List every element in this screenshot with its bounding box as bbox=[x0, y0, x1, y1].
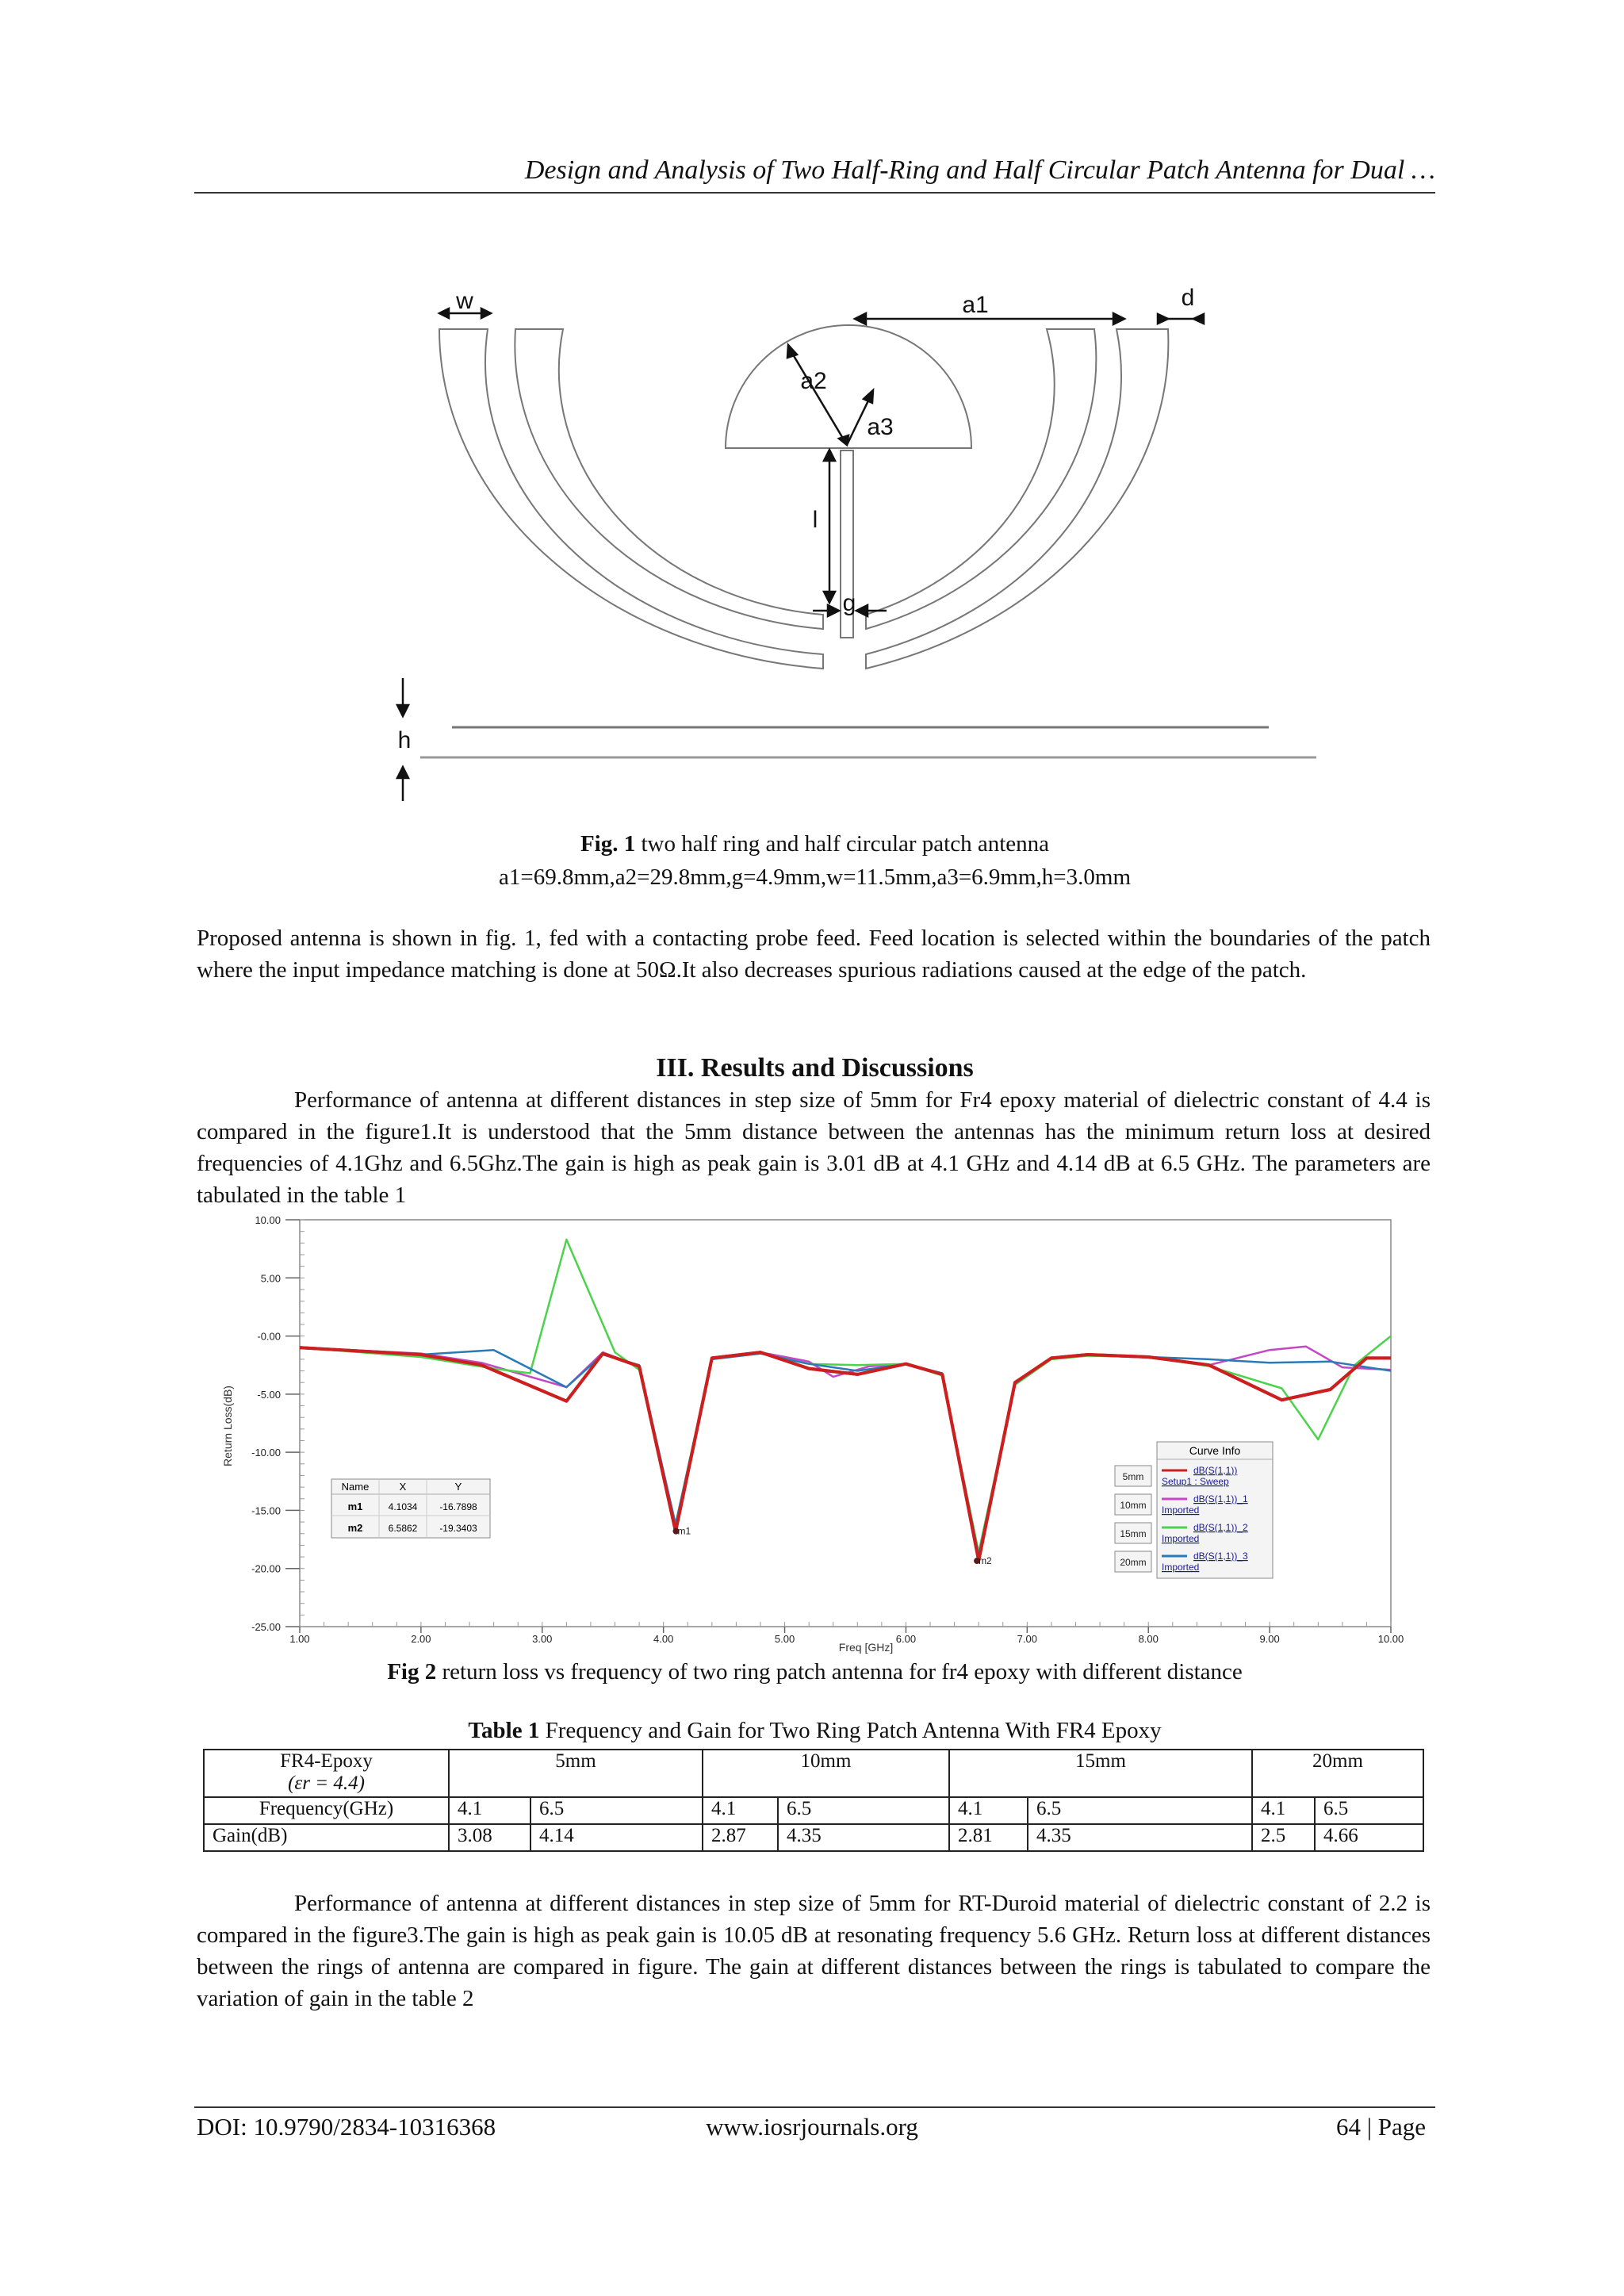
marker-table[interactable] bbox=[331, 1479, 490, 1538]
table-row-label: Gain(dB) bbox=[204, 1824, 449, 1851]
marker-label-m2: m2 bbox=[979, 1555, 992, 1567]
figure1-caption bbox=[194, 831, 1435, 857]
table-cell: 2.87 bbox=[703, 1824, 778, 1851]
table1-caption bbox=[194, 1718, 1435, 1744]
marker-table-cell: m1 bbox=[347, 1501, 363, 1512]
y-tick-label: -10.00 bbox=[251, 1447, 281, 1459]
running-header: Design and Analysis of Two Half-Ring and Half Circular Patch Antenna for Dual … bbox=[524, 155, 1435, 185]
legend-series-source: Imported bbox=[1162, 1562, 1200, 1573]
outer-ring-right-outline bbox=[866, 329, 1168, 669]
x-tick-label: 10.00 bbox=[1377, 1633, 1404, 1645]
legend-series-source: Setup1 : Sweep bbox=[1162, 1476, 1229, 1487]
frequency-gain-table bbox=[203, 1749, 1424, 1852]
x-tick-label: 8.00 bbox=[1138, 1633, 1159, 1645]
paragraph-rt-duroid: Performance of antenna at different distances in step size of 5mm for RT-Duroid material of dielectric constant of 2.2 is compared in the figure3.The gain is high as peak gain is 10.05 dB at resonating frequency 5.6 GHz. Return loss at different distances between the rings of antenna are compared in figure. The gain at different distances between the rings is tabulated to compare the variation of gain in the table 2 bbox=[197, 1891, 1431, 2011]
marker-table-cell: 4.1034 bbox=[388, 1501, 418, 1512]
figure2-caption bbox=[194, 1659, 1435, 1685]
footer-doi: DOI: 10.9790/2834-10316368 bbox=[197, 2113, 496, 2141]
table-distance-15mm: 15mm bbox=[949, 1750, 1252, 1797]
table-cell: 4.1 bbox=[1252, 1797, 1315, 1824]
figure1-caption-text: two half ring and half circular patch antenna bbox=[635, 831, 1050, 857]
marker-table-header-name: Name bbox=[341, 1481, 370, 1493]
x-tick-label: 6.00 bbox=[895, 1633, 917, 1645]
legend-series-name: dB(S(1,1))_2 bbox=[1193, 1522, 1248, 1533]
footer-website: www.iosrjournals.org bbox=[706, 2113, 918, 2141]
legend-tag: 5mm bbox=[1122, 1471, 1144, 1482]
table-header-row bbox=[204, 1750, 1423, 1797]
figure2-caption-text: return loss vs frequency of two ring patch antenna for fr4 epoxy with different distance bbox=[436, 1659, 1243, 1685]
table-cell: 2.81 bbox=[949, 1824, 1028, 1851]
table-cell: 6.5 bbox=[778, 1797, 949, 1824]
x-axis-label: Freq [GHz] bbox=[838, 1641, 894, 1654]
y-tick-label: 10.00 bbox=[255, 1214, 281, 1226]
label-h: h bbox=[397, 727, 412, 753]
table-distance-20mm: 20mm bbox=[1252, 1750, 1423, 1797]
label-d: d bbox=[1181, 285, 1195, 311]
legend-series-source: Imported bbox=[1162, 1504, 1200, 1516]
table-cell: 6.5 bbox=[530, 1797, 703, 1824]
table-material-cell bbox=[204, 1750, 449, 1797]
marker-label-m1: m1 bbox=[677, 1525, 691, 1537]
x-tick-label: 9.00 bbox=[1259, 1633, 1280, 1645]
table-cell: 4.66 bbox=[1315, 1824, 1423, 1851]
legend-tag: 15mm bbox=[1120, 1528, 1147, 1539]
paragraph-fr4-results: Performance of antenna at different distances in step size of 5mm for Fr4 epoxy material of dielectric constant of 4.4 is compared in the figure1.It is understood that the 5mm distance between the antennas has the minimum return loss at desired frequencies of 4.1Ghz and 6.5Ghz.The gain is high as peak gain is 3.01 dB at 4.1 GHz and 4.14 dB at 6.5 GHz. The parameters are tabulated in the table 1 bbox=[197, 1087, 1431, 1208]
footer-rule bbox=[194, 2106, 1435, 2108]
table-cell: 3.08 bbox=[449, 1824, 530, 1851]
table-cell: 2.5 bbox=[1252, 1824, 1315, 1851]
table1-caption-text: Frequency and Gain for Two Ring Patch Antenna With FR4 Epoxy bbox=[539, 1718, 1162, 1743]
x-tick-label: 4.00 bbox=[653, 1633, 674, 1645]
figure1-caption-label: Fig. 1 bbox=[580, 831, 636, 857]
x-tick-label: 5.00 bbox=[774, 1633, 795, 1645]
label-a1: a1 bbox=[962, 292, 989, 318]
inner-ring-right-outline bbox=[866, 329, 1096, 629]
marker-table-cell: 6.5862 bbox=[388, 1523, 418, 1534]
return-loss-chart bbox=[208, 1212, 1413, 1656]
table-epsilon: (εr = 4.4) bbox=[288, 1773, 365, 1794]
figure2-caption-label: Fig 2 bbox=[387, 1659, 437, 1685]
outer-ring-outline bbox=[439, 329, 823, 669]
table-row bbox=[204, 1824, 1423, 1851]
table-distance-5mm: 5mm bbox=[449, 1750, 703, 1797]
antenna-geometry-figure bbox=[373, 282, 1340, 805]
y-tick-label: -20.00 bbox=[251, 1562, 281, 1575]
legend-tag: 20mm bbox=[1120, 1557, 1147, 1568]
paragraph-probe-feed: Proposed antenna is shown in fig. 1, fed with a contacting probe feed. Feed location is selected within the boundaries of the patch where the input impedance matching is done at 50Ω.It also decreases spurious radiations caused at the edge of the patch. bbox=[197, 926, 1431, 983]
header-rule bbox=[194, 192, 1435, 194]
label-g: g bbox=[842, 590, 856, 616]
legend-series-name: dB(S(1,1))_1 bbox=[1193, 1493, 1248, 1504]
table-row-label: Frequency(GHz) bbox=[204, 1797, 449, 1824]
y-tick-label: -25.00 bbox=[251, 1621, 281, 1633]
legend-series-name: dB(S(1,1)) bbox=[1193, 1465, 1238, 1476]
marker-table-header-x: X bbox=[399, 1481, 407, 1493]
table-cell: 4.1 bbox=[949, 1797, 1028, 1824]
x-tick-label: 1.00 bbox=[289, 1633, 310, 1645]
section-heading: III. Results and Discussions bbox=[656, 1053, 974, 1083]
legend-series-source: Imported bbox=[1162, 1533, 1200, 1544]
label-a3: a3 bbox=[867, 414, 894, 440]
table-cell: 4.1 bbox=[449, 1797, 530, 1824]
table-cell: 6.5 bbox=[1028, 1797, 1252, 1824]
table-cell: 4.35 bbox=[1028, 1824, 1252, 1851]
table-row bbox=[204, 1797, 1423, 1824]
legend-title: Curve Info bbox=[1189, 1444, 1241, 1457]
marker-table-header-y: Y bbox=[454, 1481, 462, 1493]
y-tick-label: -5.00 bbox=[257, 1388, 281, 1401]
table-material: FR4-Epoxy bbox=[280, 1750, 373, 1772]
legend-series-name: dB(S(1,1))_3 bbox=[1193, 1550, 1248, 1562]
label-l: l bbox=[812, 507, 818, 533]
marker-table-cell: -16.7898 bbox=[439, 1501, 477, 1512]
half-circular-patch bbox=[726, 325, 971, 448]
y-tick-label: 5.00 bbox=[260, 1272, 281, 1285]
x-tick-label: 2.00 bbox=[411, 1633, 431, 1645]
x-tick-label: 3.00 bbox=[532, 1633, 553, 1645]
footer-page-number: 64 | Page bbox=[1336, 2113, 1426, 2141]
legend-tag: 10mm bbox=[1120, 1500, 1147, 1511]
marker-table-cell: -19.3403 bbox=[439, 1523, 477, 1534]
y-tick-label: -15.00 bbox=[251, 1504, 281, 1517]
label-a2: a2 bbox=[800, 368, 827, 394]
y-axis-label: Return Loss(dB) bbox=[221, 1386, 234, 1466]
table-distance-10mm: 10mm bbox=[703, 1750, 949, 1797]
table-cell: 4.35 bbox=[778, 1824, 949, 1851]
table-cell: 6.5 bbox=[1315, 1797, 1423, 1824]
label-w: w bbox=[456, 288, 473, 314]
marker-table-cell: m2 bbox=[347, 1522, 363, 1534]
inner-ring-outline bbox=[515, 329, 823, 629]
y-tick-label: -0.00 bbox=[257, 1330, 281, 1343]
figure1-parameters: a1=69.8mm,a2=29.8mm,g=4.9mm,w=11.5mm,a3=6.9mm,h=3.0mm bbox=[498, 864, 1132, 890]
x-tick-label: 7.00 bbox=[1017, 1633, 1037, 1645]
table-cell: 4.1 bbox=[703, 1797, 778, 1824]
table1-caption-label: Table 1 bbox=[468, 1718, 540, 1743]
table-cell: 4.14 bbox=[530, 1824, 703, 1851]
